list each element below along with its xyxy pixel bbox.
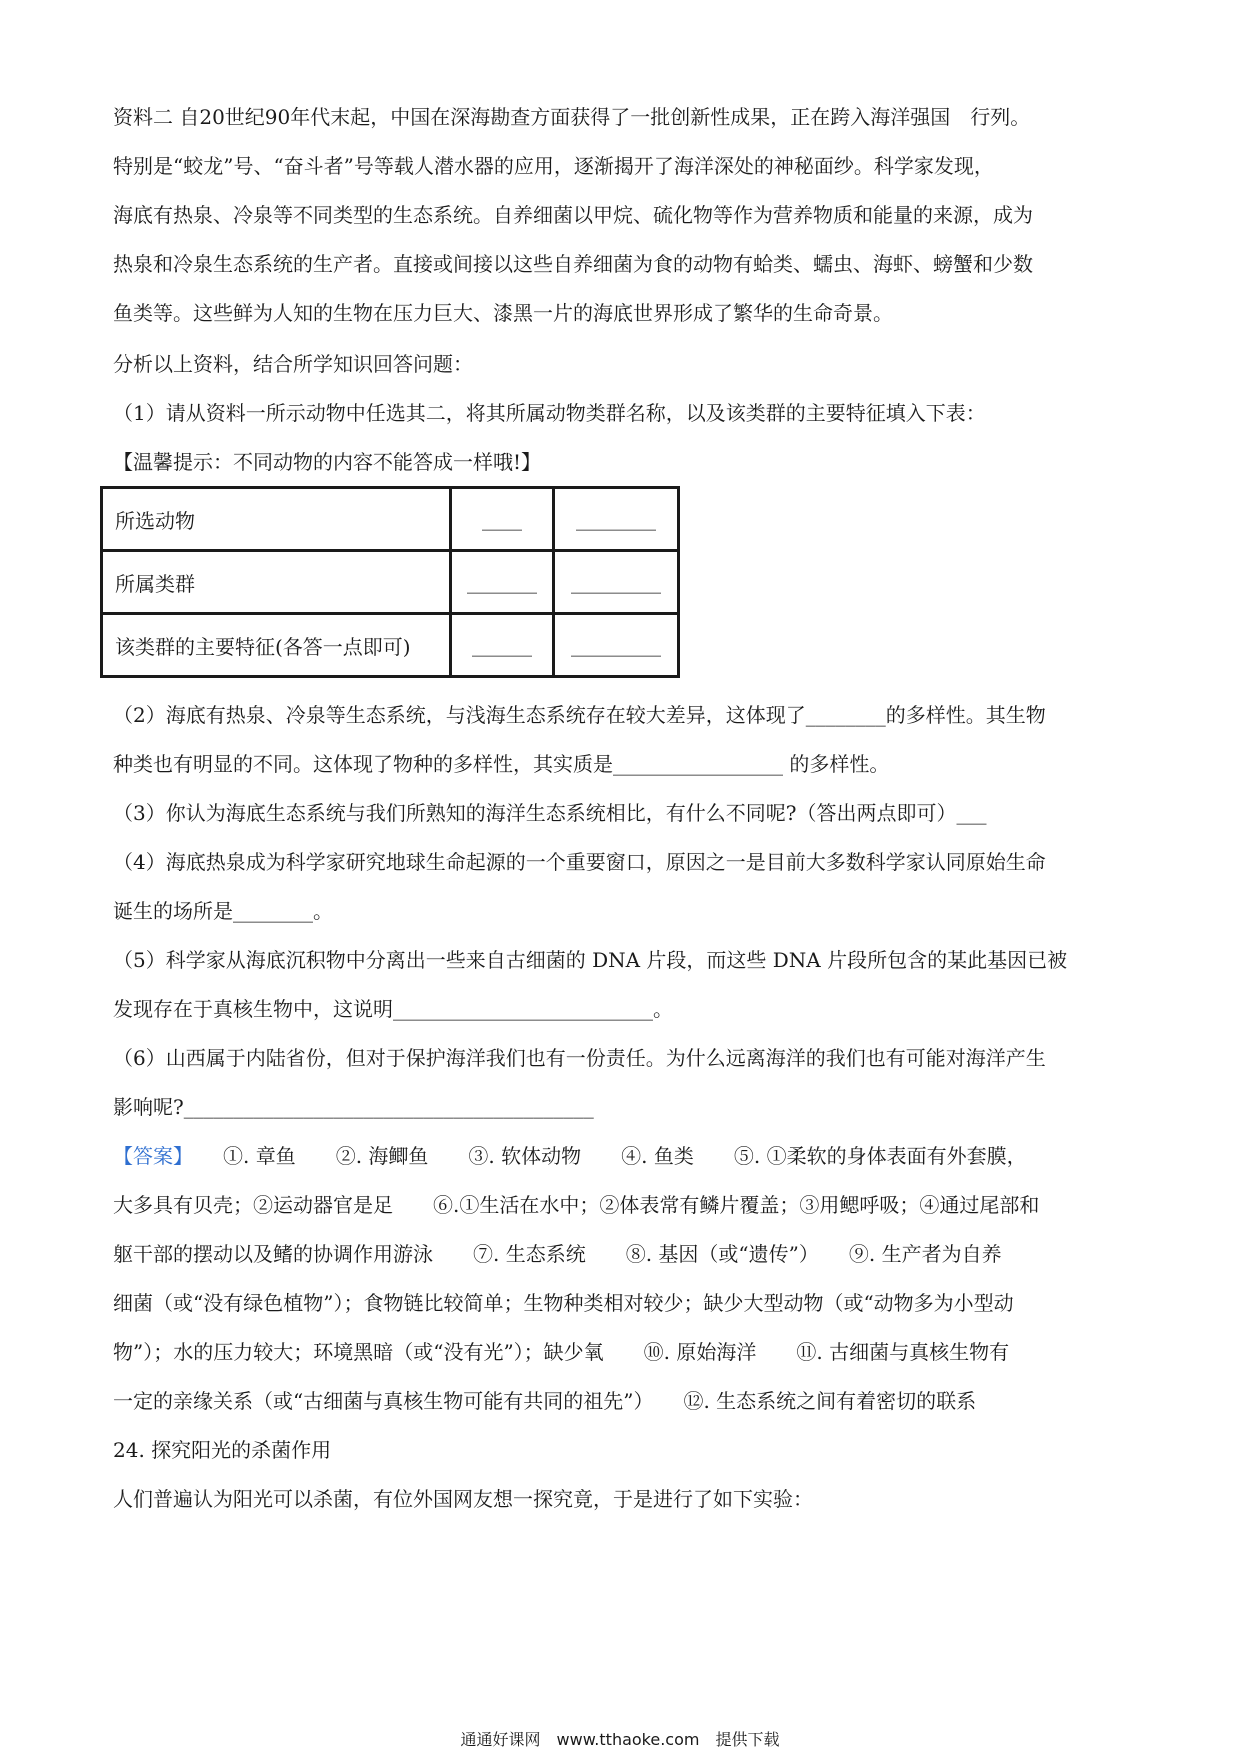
question-1-text: （1）请从资料一所示动物中任选其二，将其所属动物类群名称，以及该类群的主要特征填入下表： [113,401,986,425]
table-row [102,551,679,614]
table-blank: _________ [554,551,679,614]
question-4-text-cont: 诞生的场所是________。 [113,899,333,923]
paragraph-line: 热泉和冷泉生态系统的生产者。直接或间接以这些自养细菌为食的动物有蛤类、蠕虫、海虾、螃蟹和少数 [113,252,1033,276]
question-6-text: （6）山西属于内陆省份，但对于保护海洋我们也有一份责任。为什么远离海洋的我们也有可能对海洋产生 [113,1046,1046,1070]
table-blank: ______ [451,614,554,677]
answer-line [113,1143,1133,1169]
paragraph-line: 特别是“蛟龙”号、“奋斗者”号等载人潜水器的应用，逐渐揭开了海洋深处的神秘面纱。科学家发现， [113,154,994,178]
table-blank: ________ [554,488,679,551]
question-6-text-cont: 影响呢?_________________________________________ [113,1095,594,1119]
table-row [102,488,679,551]
question-2-text: （2）海底有热泉、冷泉等生态系统，与浅海生态系统存在较大差异，这体现了________的多样性。其生物 [113,703,1046,727]
page-footer: 通通好课网 www.tthaoke.com 提供下载 [460,1730,780,1749]
answer-line: 躯干部的摆动以及鳍的协调作用游泳 ⑦. 生态系统 ⑧. 基因（或“遗传”） ⑨. 生产者为自养 [113,1242,1002,1266]
question-5-text: （5）科学家从海底沉积物中分离出一些来自古细菌的 DNA 片段，而这些 DNA 片段所包含的某此基因已被 [113,948,1068,972]
table-row [102,614,679,677]
paragraph-line: 鱼类等。这些鲜为人知的生物在压力巨大、漆黑一片的海底世界形成了繁华的生命奇景。 [113,301,893,325]
question-3-text: （3）你认为海底生态系统与我们所熟知的海洋生态系统相比，有什么不同呢?（答出两点即可）___ [113,801,987,825]
table-blank: _________ [554,614,679,677]
answer-text: ①. 章鱼 ②. 海鲫鱼 ③. 软体动物 ④. 鱼类 ⑤. ①柔软的身体表面有外套膜， [183,1144,1027,1168]
paragraph-line: 资料二 自20世纪90年代末起，中国在深海勘查方面获得了一批创新性成果，正在跨入海洋强国 行列。 [113,105,1031,129]
table-row-label: 该类群的主要特征(各答一点即可) [102,614,451,677]
question-4-text: （4）海底热泉成为科学家研究地球生命起源的一个重要窗口，原因之一是目前大多数科学家认同原始生命 [113,850,1046,874]
answer-line: 细菌（或“没有绿色植物”）；食物链比较简单；生物种类相对较少；缺少大型动物（或“动物多为小型动 [113,1291,1014,1315]
answer-label: 【答案】 [113,1144,183,1168]
answer-line: 一定的亲缘关系（或“古细菌与真核生物可能有共同的祖先”） ⑫. 生态系统之间有着密切的联系 [113,1389,977,1413]
table-row-label: 所选动物 [102,488,451,551]
answer-line: 大多具有贝壳；②运动器官是足 ⑥.①生活在水中；②体表常有鳞片覆盖；③用鳃呼吸；④通过尾部和 [113,1193,1040,1217]
paragraph-line: 海底有热泉、冷泉等不同类型的生态系统。自养细菌以甲烷、硫化物等作为营养物质和能量的来源，成为 [113,203,1033,227]
question-24-title: 24. 探究阳光的杀菌作用 [113,1438,332,1462]
table-row-label: 所属类群 [102,551,451,614]
question-24-intro: 人们普遍认为阳光可以杀菌，有位外国网友想一探究竟，于是进行了如下实验： [113,1487,813,1511]
question-2-text-cont: 种类也有明显的不同。这体现了物种的多样性，其实质是_________________ 的多样性。 [113,752,890,776]
table-blank: _______ [451,551,554,614]
table-blank: ____ [451,488,554,551]
answer-line: 物”）；水的压力较大；环境黑暗（或“没有光”）；缺少氧 ⑩. 原始海洋 ⑪. 古细菌与真核生物有 [113,1340,1010,1364]
instruction-line: 分析以上资料，结合所学知识回答问题： [113,352,473,376]
question-5-text-cont: 发现存在于真核生物中，这说明__________________________。 [113,997,673,1021]
hint-text: 【温馨提示：不同动物的内容不能答成一样哦!】 [113,450,542,474]
answer-table [100,486,680,678]
